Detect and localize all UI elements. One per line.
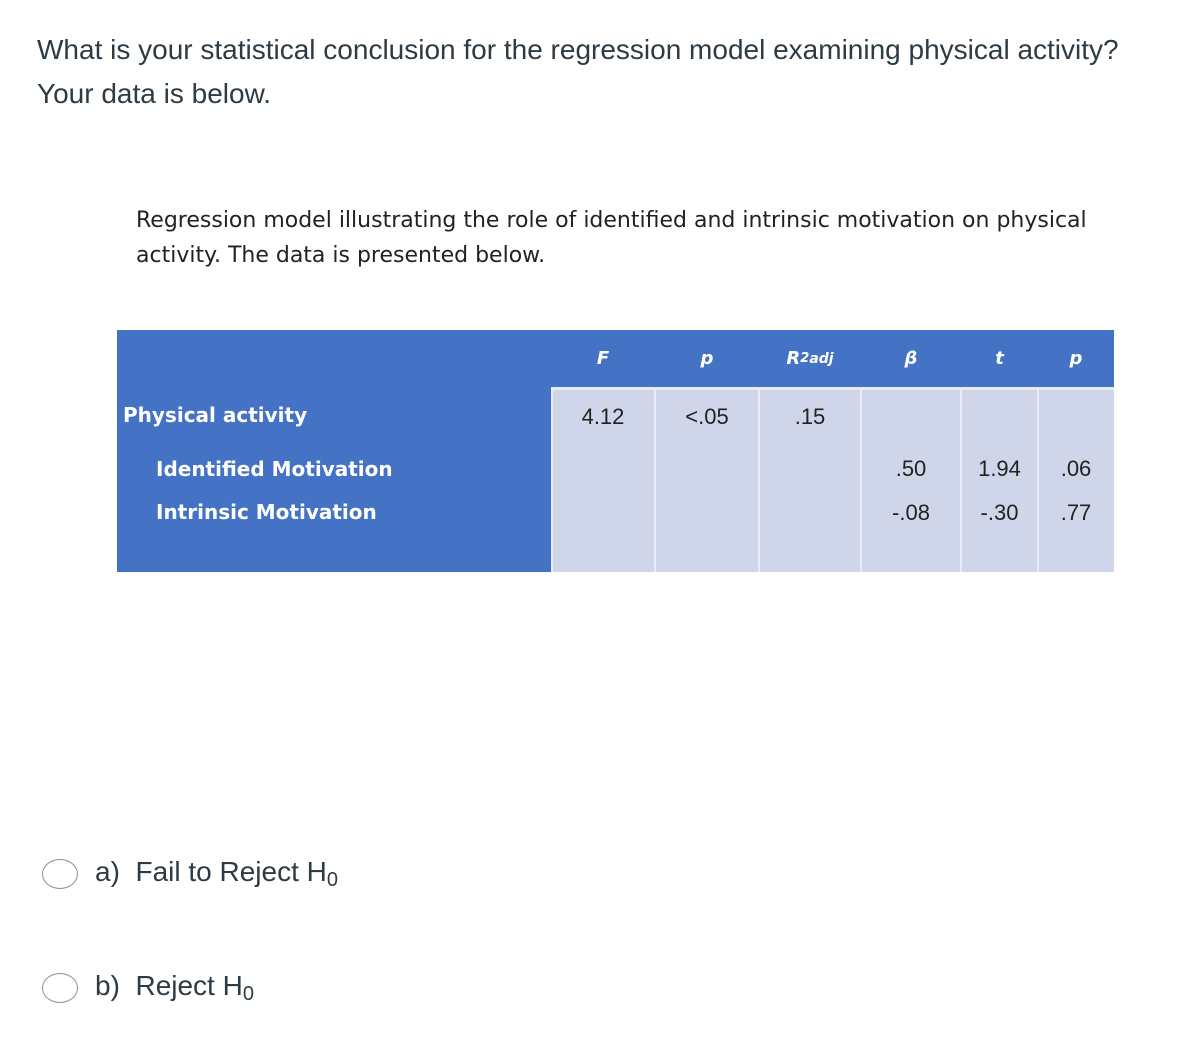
option-text-b: Reject H	[135, 970, 243, 1001]
answer-label-b	[95, 970, 254, 1006]
answer-option-a[interactable]	[42, 856, 338, 892]
row-label-physical-activity: Physical activity	[123, 403, 308, 427]
value-p-identified: .06	[1060, 456, 1092, 481]
value-f: 4.12	[581, 404, 625, 429]
value-r2adj: .15	[794, 404, 826, 429]
radio-button-b[interactable]	[42, 973, 78, 1003]
row-label-intrinsic-motivation: Intrinsic Motivation	[156, 500, 377, 524]
header-r2adj	[759, 330, 861, 387]
answer-label-a	[95, 856, 338, 892]
header-p-coef: p	[1038, 330, 1114, 387]
option-letter-a: a)	[95, 856, 120, 887]
value-t-identified: 1.94	[978, 456, 1021, 481]
value-p-intrinsic: .77	[1060, 500, 1092, 525]
radio-button-a[interactable]	[42, 859, 78, 889]
header-r2-base: R	[786, 348, 801, 369]
option-text-a: Fail to Reject H	[135, 856, 327, 887]
value-beta-identified: .50	[895, 456, 927, 481]
value-p-model: <.05	[685, 404, 729, 429]
row-label-identified-motivation: Identified Motivation	[156, 457, 393, 481]
header-f: F	[551, 330, 655, 387]
header-beta: β	[861, 330, 961, 387]
question-text: What is your statistical conclusion for the regression model examining physical activity? Your data is below.	[37, 34, 1119, 109]
value-t-intrinsic: -.30	[980, 500, 1019, 525]
option-sub-a: 0	[326, 869, 338, 891]
header-divider	[551, 387, 1114, 390]
value-beta-intrinsic: -.08	[892, 500, 930, 525]
table-caption: Regression model illustrating the role of identified and intrinsic motivation on physical activity. The data is presented below.	[136, 208, 1087, 268]
answer-option-b[interactable]	[42, 970, 254, 1006]
header-p-model: p	[655, 330, 759, 387]
header-t: t	[961, 330, 1038, 387]
option-letter-b: b)	[95, 970, 120, 1001]
header-r2-sub: adj	[809, 350, 834, 367]
header-r2-sup: 2	[800, 351, 810, 366]
regression-table	[117, 330, 1114, 572]
option-sub-b: 0	[242, 983, 254, 1005]
